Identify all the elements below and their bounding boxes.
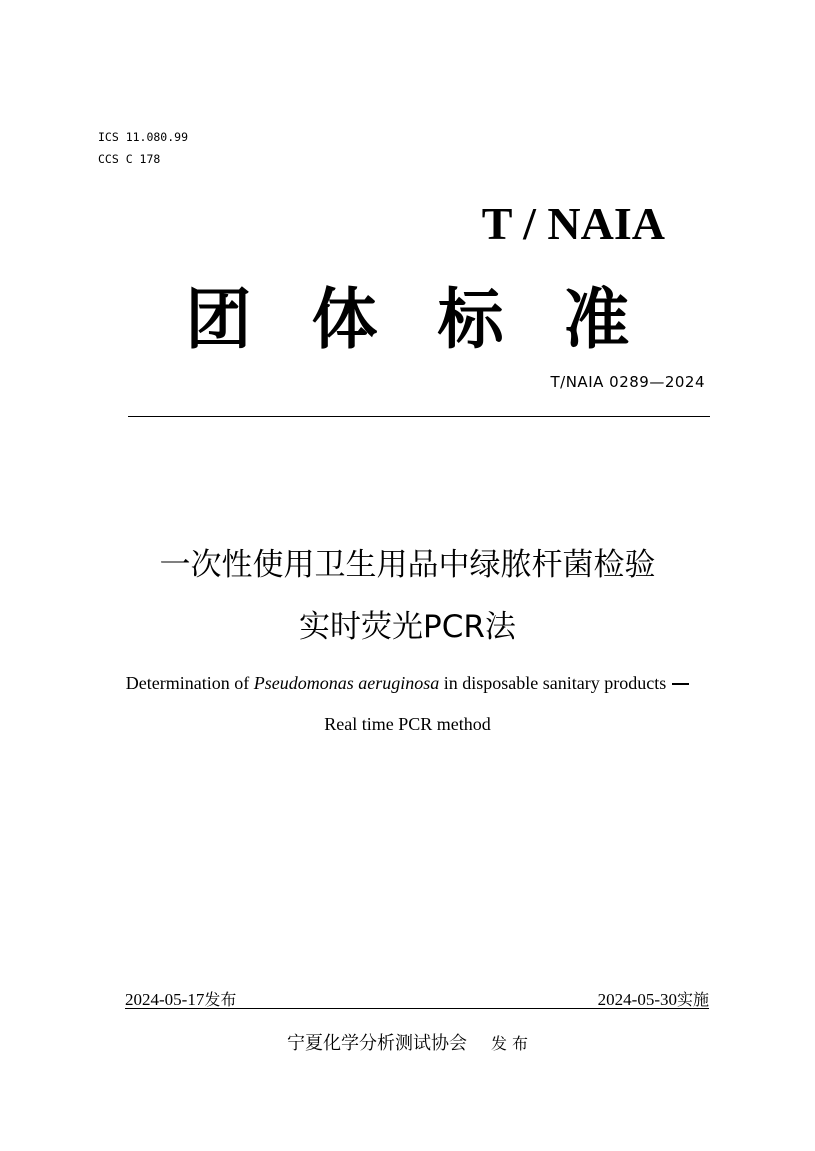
standard-type-char: 准 bbox=[563, 281, 630, 358]
title-dash bbox=[672, 683, 689, 686]
issuer-line bbox=[0, 1032, 815, 1056]
english-title-species: Pseudomonas aeruginosa bbox=[253, 673, 440, 693]
standard-type-heading bbox=[0, 280, 815, 360]
standard-number: T/NAIA 0289—2024 bbox=[550, 373, 705, 391]
header-divider bbox=[128, 416, 710, 417]
organization-code: T / NAIA bbox=[481, 198, 665, 249]
english-title-line-1 bbox=[0, 671, 815, 695]
standard-type-char: 体 bbox=[311, 281, 378, 358]
dates-underline bbox=[125, 1008, 709, 1009]
english-title-line-2: Real time PCR method bbox=[324, 714, 491, 734]
standard-type-char: 标 bbox=[437, 281, 504, 358]
issue-date-label: 发布 bbox=[204, 990, 237, 1009]
implementation-date-value: 2024-05-30 bbox=[597, 990, 677, 1009]
standard-type-char: 团 bbox=[185, 281, 252, 358]
issuer-release-label: 发 布 bbox=[490, 1034, 529, 1053]
ccs-code: CCS C 178 bbox=[98, 152, 161, 166]
issue-date-value: 2024-05-17 bbox=[125, 990, 205, 1009]
implementation-date-label: 实施 bbox=[676, 990, 709, 1009]
ics-code: ICS 11.080.99 bbox=[98, 130, 189, 144]
issuer-name: 宁夏化学分析测试协会 bbox=[286, 1033, 467, 1054]
chinese-title-line-2: 实时荧光PCR法 bbox=[299, 609, 516, 645]
english-title-suffix: in disposable sanitary products bbox=[439, 673, 667, 693]
chinese-title-line-1: 一次性使用卫生用品中绿脓杆菌检验 bbox=[159, 547, 656, 583]
english-title-prefix: Determination of bbox=[125, 673, 254, 693]
